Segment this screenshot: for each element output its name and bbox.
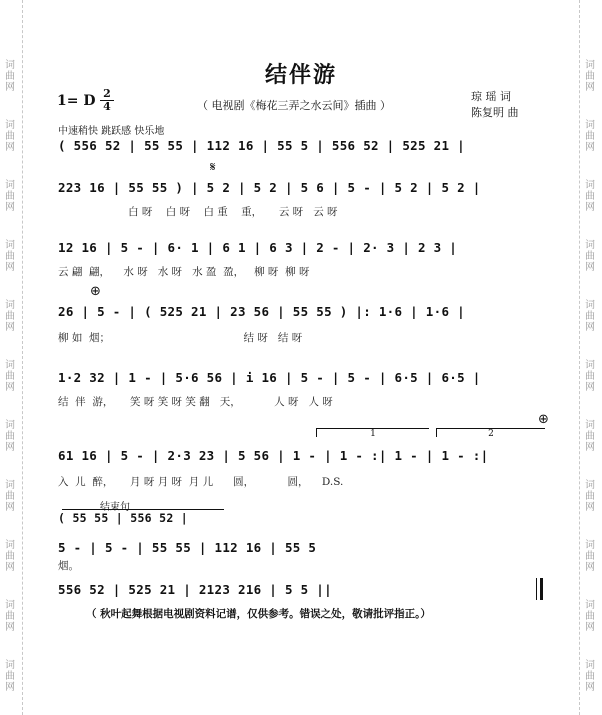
song-title: 结伴游 xyxy=(264,63,337,88)
watermark-text: 词曲网 xyxy=(5,120,15,153)
score-row-1: ( 556 52 | 55 55 | 112 16 | 55 5 | 556 52 | 525 21 | xyxy=(58,138,465,153)
watermark-text: 词曲网 xyxy=(5,660,15,693)
score-row-6: 61 16 | 5 - | 2·3 23 | 5 56 | 1 - | 1 - :| 1 - | 1 - :| xyxy=(58,448,489,463)
lyric-row-3: 云 翩 翩， 水 呀 水 呀 水 盈 盈， 柳 呀 柳 呀 xyxy=(58,266,310,278)
lyric-row-4: 柳 如 烟； 结 呀 结 呀 xyxy=(58,332,303,344)
final-thin-barline xyxy=(536,578,537,600)
volta-2-bracket: 2 xyxy=(436,428,545,437)
watermark-text: 词曲网 xyxy=(5,60,15,93)
watermark-text: 词曲网 xyxy=(5,240,15,273)
score-row-7: 5 - | 5 - | 55 55 | 112 16 | 55 5 xyxy=(58,540,317,555)
watermark-text: 词曲网 xyxy=(585,360,595,393)
watermark-text: 词曲网 xyxy=(5,540,15,573)
song-subtitle: （ 电视剧《梅花三弄之水云间》插曲 ） xyxy=(197,99,391,112)
watermark-text: 词曲网 xyxy=(5,480,15,513)
lyric-row-7: 烟。 xyxy=(58,560,79,572)
watermark-text: 词曲网 xyxy=(585,60,595,93)
time-signature-bottom: 4 xyxy=(100,100,114,113)
watermark-text: 词曲网 xyxy=(585,540,595,573)
watermark-text: 词曲网 xyxy=(585,660,595,693)
watermark-text: 词曲网 xyxy=(5,600,15,633)
time-signature-top: 2 xyxy=(103,87,111,100)
volta-1-bracket: 1 xyxy=(316,428,429,437)
final-thick-barline xyxy=(540,578,543,600)
lyric-row-5: 结 伴 游， 笑 呀 笑 呀 笑 翻 天， 人 呀 人 呀 xyxy=(58,396,333,408)
coda-icon: ⊕ xyxy=(538,412,549,427)
segno-icon: 𝄋 xyxy=(210,160,216,175)
ending-label: 结束句 xyxy=(100,502,130,513)
tempo-marking: 中速稍快 跳跃感 快乐地 xyxy=(58,126,165,137)
score-row-5: 1·2 32 | 1 - | 5·6 56 | i 16 | 5 - | 5 - | 6·5 | 6·5 | xyxy=(58,370,481,385)
score-row-4: 26 | 5 - | ( 525 21 | 23 56 | 55 55 ) |: 1·6 | 1·6 | xyxy=(58,304,465,319)
watermark-text: 词曲网 xyxy=(5,180,15,213)
watermark-text: 词曲网 xyxy=(585,180,595,213)
watermark-text: 词曲网 xyxy=(585,480,595,513)
right-watermark-strip xyxy=(579,0,602,715)
watermark-text: 词曲网 xyxy=(5,360,15,393)
score-row-2: 223 16 | 55 55 ) | 5 2 | 5 2 | 5 6 | 5 - | 5 2 | 5 2 | xyxy=(58,180,481,195)
watermark-text: 词曲网 xyxy=(5,300,15,333)
footnote: （ 秋叶起舞根据电视剧资料记谱，仅供参考。错误之处，敬请批评指正。） xyxy=(86,608,431,620)
score-row-8: 556 52 | 525 21 | 2123 216 | 5 5 || xyxy=(58,582,332,597)
key-signature: 1= D xyxy=(57,93,96,109)
lyricist-credit: 琼 瑶 词 xyxy=(471,90,511,103)
lyric-row-6: 入 儿 醉， 月 呀 月 呀 月 儿 圆， 圆， D.S. xyxy=(58,476,344,488)
time-signature xyxy=(100,88,114,113)
lyric-row-2: 白 呀 白 呀 白 重 重， 云 呀 云 呀 xyxy=(58,206,338,218)
watermark-text: 词曲网 xyxy=(585,420,595,453)
watermark-text: 词曲网 xyxy=(585,600,595,633)
watermark-text: 词曲网 xyxy=(5,420,15,453)
left-watermark-strip xyxy=(0,0,23,715)
watermark-text: 词曲网 xyxy=(585,240,595,273)
composer-credit: 陈复明 曲 xyxy=(471,106,519,119)
coda-icon: ⊕ xyxy=(90,284,101,299)
ending-intro-notes: ( 55 55 | 556 52 | xyxy=(58,511,189,525)
watermark-text: 词曲网 xyxy=(585,120,595,153)
score-row-3: 12 16 | 5 - | 6· 1 | 6 1 | 6 3 | 2 - | 2· 3 | 2 3 | xyxy=(58,240,458,255)
watermark-text: 词曲网 xyxy=(585,300,595,333)
